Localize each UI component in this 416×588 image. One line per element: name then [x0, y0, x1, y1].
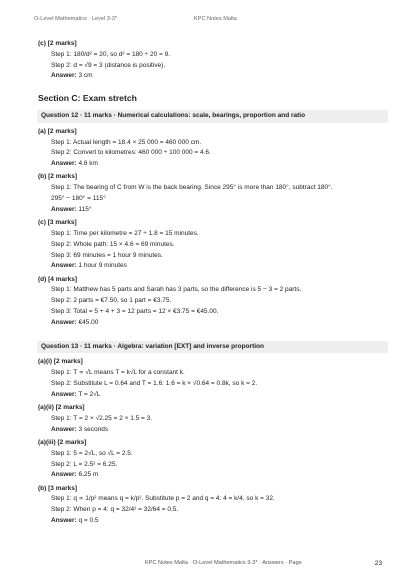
section-title: Section C: Exam stretch [38, 93, 137, 104]
answer-label: Answer: [51, 425, 77, 433]
working-step: Step 1: Actual length = 18.4 × 25 000 = 460 000 cm. [51, 138, 202, 146]
working-step: Step 1: The bearing of C from W is the back bearing. Since 295° is more than 180°, subtract 180°. [51, 184, 333, 192]
working-step: Step 2: When p = 4: q = 32/4² = 32/64 = 0.5. [51, 506, 179, 514]
part-heading: (c) [3 marks] [38, 219, 77, 227]
part-heading: (b) [2 marks] [38, 173, 78, 181]
document-body [38, 39, 388, 527]
answer-line [38, 470, 388, 481]
working-step: Step 1: 180/d² = 20, so d² = 180 ÷ 20 = 9. [51, 50, 171, 58]
working-step: Step 1: Time per kilometre = 27 ÷ 1.8 = 15 minutes. [51, 229, 199, 237]
answer-line [38, 205, 388, 216]
working-step: Step 2: Convert to kilometres: 460 000 ÷ 100 000 = 4.6. [51, 149, 211, 157]
answer-label: Answer: [51, 318, 77, 326]
part-heading: (a) [2 marks] [38, 127, 77, 135]
working-step: 295° − 180° = 115° [51, 195, 106, 203]
answer-value: 6.25 m [78, 471, 99, 479]
answer-line [38, 261, 388, 272]
answer-value: 4.6 km [78, 160, 98, 168]
working-step: Step 2: L = 2.5² = 6.25. [51, 460, 118, 468]
answer-line [38, 318, 388, 329]
answer-line [38, 516, 388, 527]
answer-label: Answer: [51, 517, 77, 525]
answer-label: Answer: [51, 262, 77, 270]
page-number: 23 [374, 560, 382, 567]
working-step: Step 3: 69 minutes = 1 hour 9 minutes. [51, 251, 163, 259]
footer-text: KPC Notes Malta · O-Level Mathematics 3-3* · Answers · Page [145, 560, 302, 566]
answer-value: 3 cm [78, 72, 93, 80]
working-step: Step 3: Total = 5 + 4 + 3 = 12 parts = 12 × €3.75 = €45.00. [51, 308, 219, 316]
part-heading: (d) [4 marks] [38, 275, 78, 283]
question-header: Question 12 · 11 marks · Numerical calculations: scale, bearings, proportion and ratio [37, 110, 388, 123]
working-step: Step 1: 5 = 2√L, so √L = 2.5. [51, 449, 133, 457]
working-step: Step 1: T ∝ √L means T = k√L for a constant k. [51, 369, 185, 377]
answer-label: Answer: [51, 471, 77, 479]
part-heading: (a)(iii) [2 marks] [38, 439, 87, 446]
answer-value: 1 hour 9 minutes [78, 262, 127, 270]
answer-label: Answer: [51, 160, 77, 168]
part-heading: (a)(ii) [2 marks] [38, 404, 85, 412]
question-header: Question 13 · 11 marks · Algebra: variation [EXT] and inverse proportion [37, 341, 388, 354]
answer-label: Answer: [51, 390, 77, 398]
part-heading: (a)(i) [2 marks] [38, 358, 83, 366]
answer-value: €45.00 [78, 318, 99, 326]
answer-value: T = 2√L [78, 390, 101, 398]
header-center: KPC Notes Malta [194, 16, 237, 22]
working-step: Step 2: Substitute L = 0.64 and T = 1.6: 1.6 = k × √0.64 = 0.8k, so k = 2. [51, 380, 258, 388]
answer-line [38, 390, 388, 401]
working-step: Step 2: d = √9 = 3 (distance is positive). [51, 61, 166, 69]
answer-label: Answer: [51, 72, 77, 80]
header-left: O-Level Mathematics · Level 3-3* [34, 16, 118, 22]
answer-line [38, 425, 388, 436]
answer-value: 115° [78, 205, 92, 213]
part-heading: (c) [2 marks] [38, 40, 77, 47]
working-step: Step 1: q ∝ 1/p² means q = k/p². Substitute p = 2 and q = 4: 4 = k/4, so k = 32. [51, 495, 275, 503]
answer-value: 3 seconds [78, 425, 109, 433]
working-step: Step 1: Matthew has 5 parts and Sarah has 3 parts, so the difference is 5 − 3 = 2 parts. [51, 286, 302, 294]
answer-value: q = 0.5 [78, 517, 99, 525]
answer-label: Answer: [51, 205, 77, 213]
answer-line [38, 159, 388, 170]
page-header [34, 16, 382, 22]
answer-line [38, 71, 388, 82]
working-step: Step 1: T = 2 × √2.25 = 2 × 1.5 = 3. [51, 414, 153, 422]
working-step: Step 2: Whole path: 15 × 4.6 = 69 minutes. [51, 240, 175, 248]
working-step: Step 2: 2 parts = €7.50, so 1 part = €3.75. [51, 297, 172, 305]
part-heading: (b) [3 marks] [38, 484, 78, 492]
